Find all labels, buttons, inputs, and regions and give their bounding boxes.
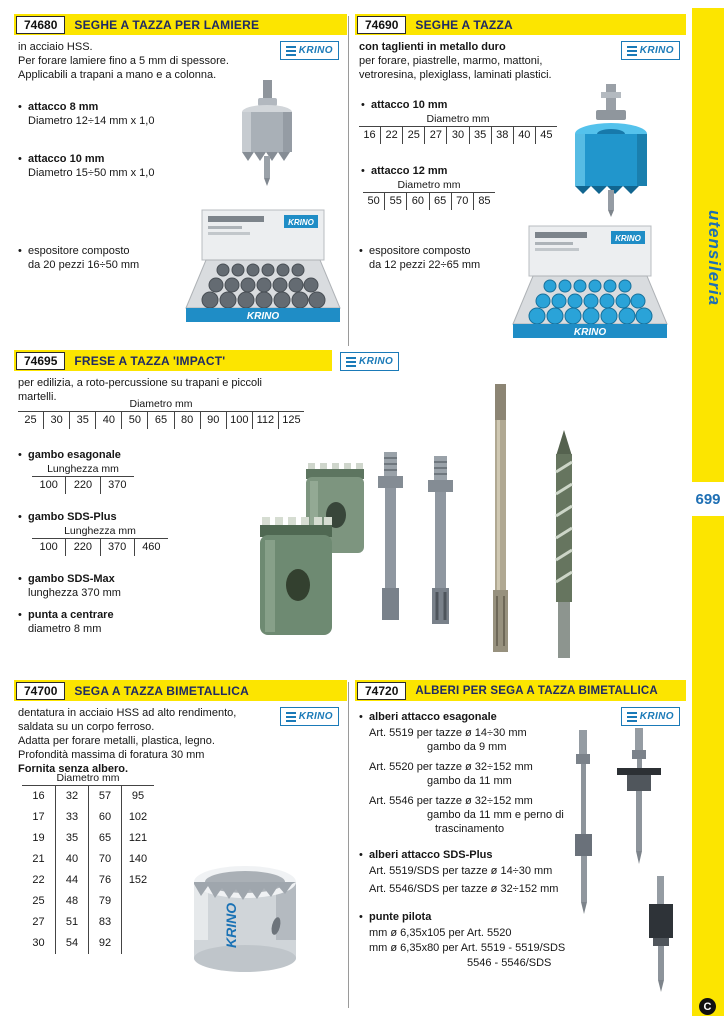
cell: 25	[24, 414, 37, 426]
lunghezza-table-sds-plus	[32, 525, 168, 556]
spec-label: alberi attacco esagonale	[369, 711, 497, 723]
spec-gambo-sds-plus	[18, 510, 117, 524]
cell: 21	[32, 853, 45, 865]
cell: 370	[100, 477, 134, 494]
spec-attacco-10	[361, 98, 447, 112]
bullet-dot: •	[18, 449, 22, 461]
cell: 27	[32, 916, 45, 928]
spec-label-row	[18, 244, 139, 258]
page-number: 699	[692, 482, 724, 516]
cell: 112	[252, 412, 278, 429]
pilot-line-2: mm ø 6,35x80 per Art. 5519 - 5519/SDS	[369, 942, 566, 954]
section-title: SEGHE A TAZZA	[415, 17, 513, 32]
art-5520-line: Art. 5520 per tazze ø 32÷152 mm	[369, 761, 533, 773]
bullet-dot: •	[361, 165, 365, 177]
cell: 38	[491, 127, 513, 144]
spec-espositore	[18, 244, 139, 272]
pilot-line-3: 5546 - 5546/SDS	[467, 957, 552, 969]
cell: 51	[55, 912, 88, 933]
krino-logo	[340, 352, 399, 371]
section-title: SEGA A TAZZA BIMETALLICA	[74, 683, 249, 698]
description-line: per edilizia, a roto-percussione su trapani e piccoli	[18, 377, 262, 389]
krino-logo	[621, 707, 680, 726]
cell: 76	[88, 870, 121, 891]
section-74680	[14, 14, 347, 348]
spec-detail: da 12 pezzi 22÷65 mm	[369, 259, 481, 271]
stand-brand-text: KRINO	[246, 311, 280, 322]
krino-logo-text: KRINO	[639, 45, 674, 56]
cell: 35	[69, 412, 95, 429]
bullet-dot: •	[18, 101, 22, 113]
spec-detail: Diametro 15÷50 mm x 1,0	[28, 167, 155, 179]
spec-label-row	[18, 100, 154, 114]
cell: 80	[174, 412, 200, 429]
article-code: 74680	[16, 16, 65, 34]
diametro-table	[22, 772, 154, 954]
cell: 54	[55, 933, 88, 954]
spec-punta-a-centrare	[18, 608, 114, 636]
krino-stripes-icon	[286, 712, 296, 722]
side-category-strip	[692, 8, 724, 1016]
cell: 25	[32, 895, 45, 907]
pilot-line-1: mm ø 6,35x105 per Art. 5520	[369, 927, 512, 939]
cell: 100	[226, 412, 252, 429]
cell: 65	[429, 193, 451, 210]
cell: 17	[32, 811, 45, 823]
spec-label: punta a centrare	[28, 609, 114, 621]
cell: 57	[88, 786, 121, 807]
description-line: Fornita senza albero.	[18, 763, 129, 775]
spec-label-row	[18, 572, 121, 586]
cell	[121, 891, 154, 912]
description	[18, 706, 236, 776]
krino-logo-text: KRINO	[298, 45, 333, 56]
product-photo-arbors	[557, 728, 686, 996]
cell: 45	[535, 127, 557, 144]
krino-stripes-icon	[627, 46, 637, 56]
spec-label: espositore composto	[28, 245, 130, 257]
stand-brand-text: KRINO	[288, 218, 314, 227]
bullet-dot: •	[18, 573, 22, 585]
article-code: 74695	[16, 352, 65, 370]
product-photo-carbide-hole-saw	[552, 84, 670, 219]
section-title: ALBERI PER SEGA A TAZZA BIMETALLICA	[415, 684, 658, 697]
product-photo-sds-max-shank	[480, 380, 520, 660]
spec-label-row	[359, 244, 480, 258]
section-header	[355, 14, 686, 35]
art-5520-detail: gambo da 11 mm	[427, 775, 512, 787]
cell	[121, 933, 154, 954]
colophon-mark: C	[699, 998, 716, 1015]
cell: 48	[55, 891, 88, 912]
section-header	[14, 14, 347, 35]
cell: 60	[406, 193, 428, 210]
art-5546-detail-2: trascinamento	[435, 823, 505, 835]
spec-espositore	[359, 244, 480, 272]
spec-label-row	[18, 608, 114, 622]
spec-label: attacco 10 mm	[28, 153, 105, 165]
description-line: vetroresina, plexiglass, laminati plastici.	[359, 69, 552, 81]
stand-brand-text: KRINO	[615, 234, 641, 243]
art-5519-detail: gambo da 9 mm	[427, 741, 507, 753]
description-line: dentatura in acciaio HSS ad alto rendimento,	[18, 707, 237, 719]
cell: 33	[55, 807, 88, 828]
krino-logo-text: KRINO	[298, 711, 333, 722]
spec-label: attacco 10 mm	[371, 99, 448, 111]
cell: 22	[32, 874, 45, 886]
table-label: Diametro mm	[426, 113, 490, 125]
spec-detail: diametro 8 mm	[28, 623, 102, 635]
spec-label: gambo SDS-Max	[28, 573, 115, 585]
cell: 55	[384, 193, 406, 210]
krino-logo-text: KRINO	[639, 711, 674, 722]
spec-label: gambo SDS-Plus	[28, 511, 117, 523]
cell: 16	[32, 790, 45, 802]
product-photo-bimetal-hole-saw	[186, 840, 304, 990]
cell: 220	[65, 477, 99, 494]
product-photo-centering-drill-bit	[534, 428, 594, 663]
description	[18, 40, 229, 82]
cell: 35	[469, 127, 491, 144]
krino-stripes-icon	[286, 46, 296, 56]
cell: 32	[55, 786, 88, 807]
article-code: 74720	[357, 682, 406, 700]
cell: 30	[32, 937, 45, 949]
bullet-dot: •	[359, 849, 363, 861]
section-header	[14, 350, 332, 371]
table-row	[32, 476, 134, 494]
section-74690	[355, 14, 686, 348]
spec-detail: Diametro 12÷14 mm x 1,0	[28, 115, 155, 127]
spec-attacco-8	[18, 100, 154, 128]
description-line: martelli.	[18, 391, 57, 403]
table-row	[359, 126, 557, 144]
cell: 40	[95, 412, 121, 429]
bullet-dot: •	[361, 99, 365, 111]
cell: 79	[88, 891, 121, 912]
bullet-dot: •	[18, 609, 22, 621]
article-code: 74700	[16, 682, 65, 700]
cell: 83	[88, 912, 121, 933]
spec-label: alberi attacco SDS-Plus	[369, 849, 493, 861]
product-photo-hss-hole-saw	[219, 80, 314, 190]
spec-detail: lunghezza 370 mm	[28, 587, 121, 599]
description-line: per forare, piastrelle, marmo, mattoni,	[359, 55, 543, 67]
table-label: Lunghezza mm	[47, 463, 119, 475]
section-74695	[14, 350, 686, 670]
spec-attacco-10	[18, 152, 154, 180]
column-divider	[348, 16, 349, 346]
description-line: Applicabili a trapani a mano e a colonna.	[18, 69, 217, 81]
krino-stripes-icon	[346, 357, 356, 367]
cell: 30	[43, 412, 69, 429]
bullet-dot: •	[359, 911, 363, 923]
diametro-table-attacco-12	[363, 179, 495, 210]
bullet-dot: •	[359, 711, 363, 723]
description-line: saldata su un corpo ferroso.	[18, 721, 155, 733]
bullet-dot: •	[18, 245, 22, 257]
cell: 65	[147, 412, 173, 429]
description	[359, 40, 552, 82]
krino-logo	[280, 707, 339, 726]
cell: 220	[65, 539, 99, 556]
spec-label-row	[18, 152, 154, 166]
spec-gambo-sds-max	[18, 572, 121, 600]
product-photo-shank-adapters	[362, 448, 472, 643]
spec-gambo-esagonale	[18, 448, 121, 462]
product-photo-display-stand	[503, 224, 675, 342]
category-label: utensileria	[705, 210, 724, 307]
krino-logo	[621, 41, 680, 60]
cell: 90	[200, 412, 226, 429]
spec-label: punte pilota	[369, 911, 432, 923]
cell: 35	[55, 828, 88, 849]
diameter-grid	[22, 785, 154, 954]
section-header	[355, 680, 686, 701]
bullet-dot: •	[18, 511, 22, 523]
description-line: Adatta per forare metalli, plastica, legno.	[18, 735, 215, 747]
cell: 60	[88, 807, 121, 828]
cell: 460	[134, 539, 168, 556]
cell: 140	[121, 849, 154, 870]
cell: 65	[88, 828, 121, 849]
cell: 40	[55, 849, 88, 870]
cell: 50	[121, 412, 147, 429]
cell: 100	[39, 479, 58, 491]
art-5546-sds-line: Art. 5546/SDS per tazze ø 32÷152 mm	[369, 883, 559, 895]
saw-brand-text: KRINO	[223, 902, 239, 948]
cell: 70	[88, 849, 121, 870]
table-row	[18, 411, 304, 429]
spec-attacco-12	[361, 164, 447, 178]
cell: 44	[55, 870, 88, 891]
cell: 22	[380, 127, 402, 144]
section-title: FRESE A TAZZA 'IMPACT'	[74, 353, 226, 368]
cell	[121, 912, 154, 933]
cell: 27	[424, 127, 446, 144]
cell: 40	[513, 127, 535, 144]
cell: 85	[473, 193, 495, 210]
article-code: 74690	[357, 16, 406, 34]
krino-stripes-icon	[627, 712, 637, 722]
spec-alberi-esagonale	[359, 710, 497, 724]
table-row	[32, 538, 168, 556]
table-row	[363, 192, 495, 210]
cell: 50	[367, 195, 380, 207]
diametro-table	[18, 398, 304, 429]
art-5519-sds-line: Art. 5519/SDS per tazze ø 14÷30 mm	[369, 865, 553, 877]
art-5519-line: Art. 5519 per tazze ø 14÷30 mm	[369, 727, 527, 739]
column-divider	[348, 682, 349, 1008]
cell: 16	[363, 129, 376, 141]
description-line: con taglienti in metallo duro	[359, 41, 506, 53]
cell: 30	[446, 127, 468, 144]
table-label: Diametro mm	[129, 398, 193, 410]
description-line: in acciaio HSS.	[18, 41, 93, 53]
cell: 70	[451, 193, 473, 210]
table-label: Diametro mm	[56, 772, 120, 784]
section-title: SEGHE A TAZZA PER LAMIERE	[74, 17, 260, 32]
cell: 92	[88, 933, 121, 954]
section-74720	[355, 680, 686, 1010]
bullet-dot: •	[18, 153, 22, 165]
art-5546-line: Art. 5546 per tazze ø 32÷152 mm	[369, 795, 533, 807]
cell: 102	[121, 807, 154, 828]
cell: 121	[121, 828, 154, 849]
description-line: Per forare lamiere fino a 5 mm di spessore.	[18, 55, 229, 67]
lunghezza-table-esagonale	[32, 463, 134, 494]
cell: 125	[278, 412, 304, 429]
product-photo-impact-cup-cutters	[258, 455, 368, 650]
diametro-table-attacco-10	[359, 113, 557, 144]
section-74700	[14, 680, 347, 1010]
section-header	[14, 680, 347, 701]
cell: 152	[121, 870, 154, 891]
product-photo-display-stand	[180, 208, 347, 326]
cell: 19	[32, 832, 45, 844]
krino-logo	[280, 41, 339, 60]
cell: 95	[121, 786, 154, 807]
cell: 370	[100, 539, 134, 556]
description-line: Profondità massima di foratura 30 mm	[18, 749, 205, 761]
table-label: Diametro mm	[397, 179, 461, 191]
spec-punte-pilota	[359, 910, 431, 924]
art-5546-detail: gambo da 11 mm e perno di	[427, 809, 564, 821]
cell: 25	[402, 127, 424, 144]
spec-label: gambo esagonale	[28, 449, 121, 461]
cell: 100	[39, 541, 58, 553]
spec-detail: da 20 pezzi 16÷50 mm	[28, 259, 140, 271]
spec-label: attacco 8 mm	[28, 101, 99, 113]
table-label: Lunghezza mm	[64, 525, 136, 537]
stand-brand-text: KRINO	[573, 327, 607, 338]
spec-label: espositore composto	[369, 245, 471, 257]
spec-alberi-sds-plus	[359, 848, 493, 862]
spec-label: attacco 12 mm	[371, 165, 448, 177]
krino-logo-text: KRINO	[359, 356, 394, 367]
bullet-dot: •	[359, 245, 363, 257]
